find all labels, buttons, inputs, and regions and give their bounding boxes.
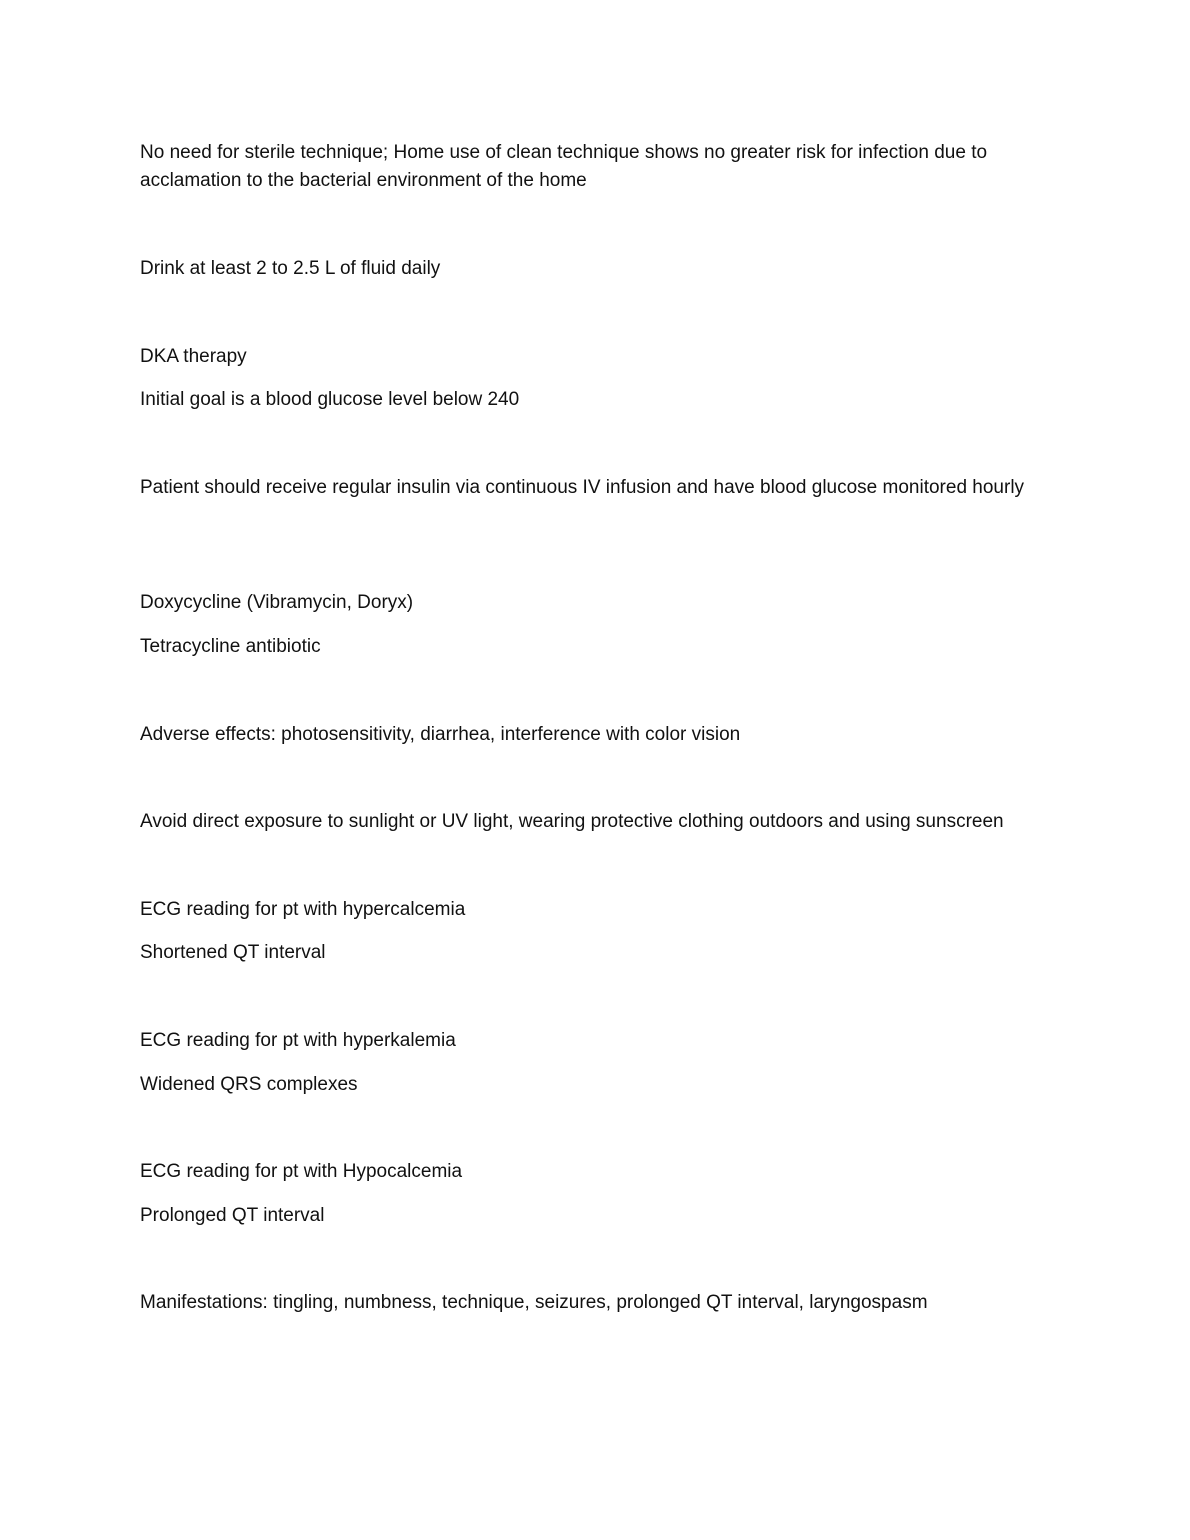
paragraph-manifestations: Manifestations: tingling, numbness, technique, seizures, prolonged QT interval, laryngospasm (140, 1292, 928, 1313)
paragraph-adverse-effects: Adverse effects: photosensitivity, diarrhea, interference with color vision (140, 724, 741, 745)
paragraph-glucose-goal: Initial goal is a blood glucose level below 240 (140, 389, 520, 410)
paragraph-widened-qrs: Widened QRS complexes (140, 1074, 358, 1095)
paragraph-doxycycline: Doxycycline (Vibramycin, Doryx) (140, 592, 414, 613)
paragraph-avoid-sunlight: Avoid direct exposure to sunlight or UV light, wearing protective clothing outdoors and using sunscreen (140, 811, 1004, 832)
paragraph-ecg-hypercalcemia: ECG reading for pt with hypercalcemia (140, 899, 466, 920)
paragraph-dka-therapy: DKA therapy (140, 346, 247, 367)
paragraph-ecg-hypocalcemia: ECG reading for pt with Hypocalcemia (140, 1161, 463, 1182)
paragraph-insulin-infusion: Patient should receive regular insulin via continuous IV infusion and have blood glucose monitored hourly (140, 477, 1025, 498)
paragraph-tetracycline: Tetracycline antibiotic (140, 636, 321, 657)
paragraph-fluid-intake: Drink at least 2 to 2.5 L of fluid daily (140, 258, 441, 279)
paragraph-sterile-technique: No need for sterile technique; Home use of clean technique shows no greater risk for infection due to acclamation to the bacterial environment of the home (140, 142, 988, 191)
paragraph-ecg-hyperkalemia: ECG reading for pt with hyperkalemia (140, 1030, 456, 1051)
paragraph-shortened-qt: Shortened QT interval (140, 942, 326, 963)
paragraph-prolonged-qt: Prolonged QT interval (140, 1205, 325, 1226)
